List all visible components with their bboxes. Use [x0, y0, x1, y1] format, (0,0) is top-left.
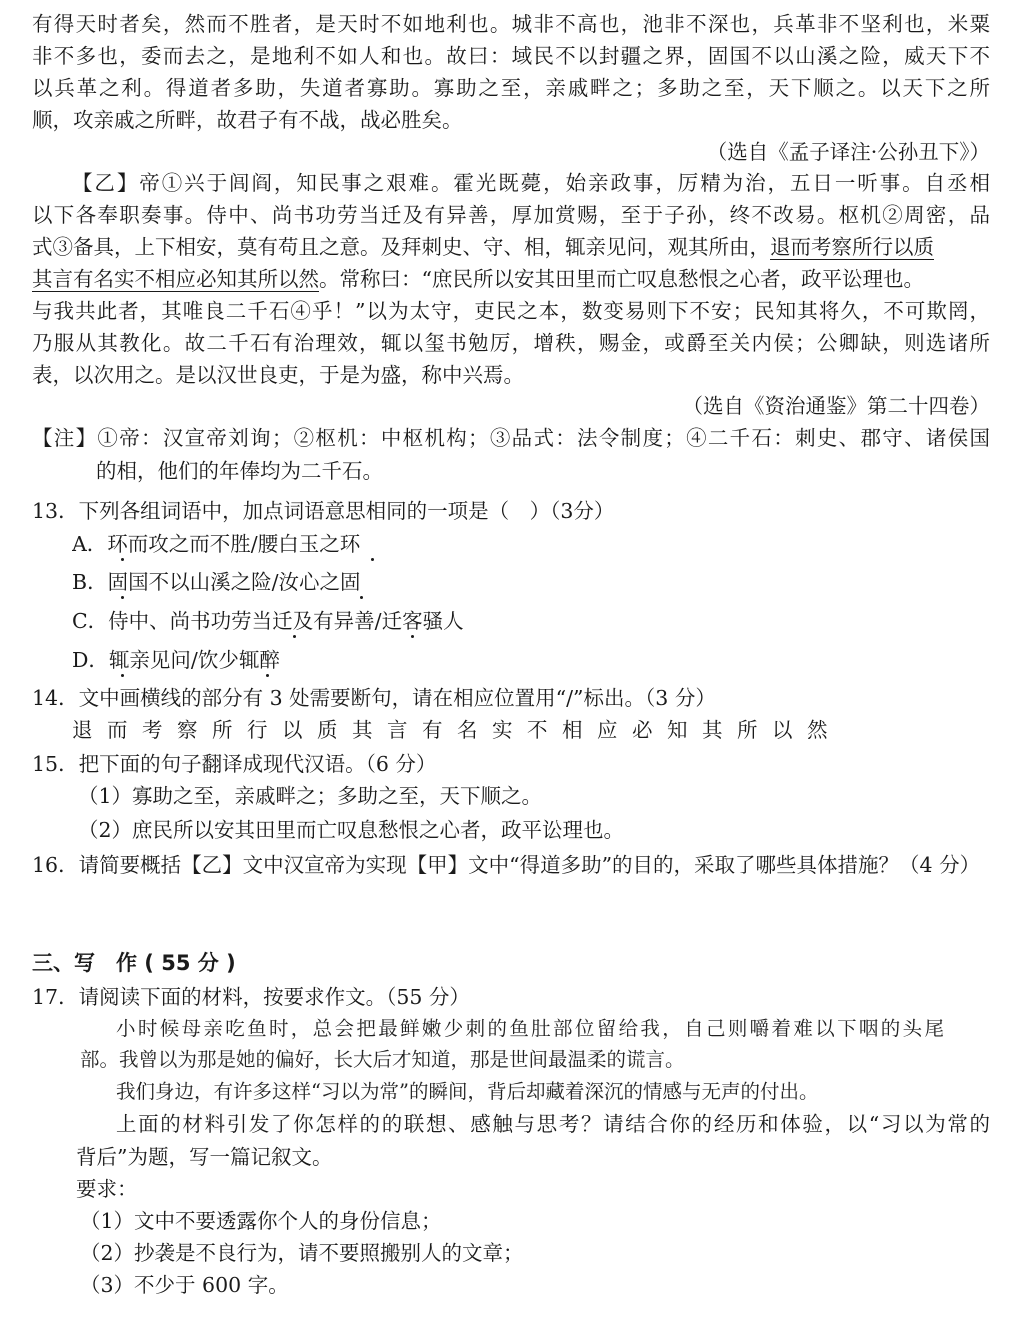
source-a: （选自《孟子译注·公孙丑下》） — [706, 140, 990, 164]
passage-b-line-2: 以下各奉职奏事。侍中、尚书功劳当迁及有异善，厚加赏赐，至于子孙，终不改易。枢机②周密，品 — [32, 203, 990, 227]
notes-line-1: 【注】①帝：汉宣帝刘询；②枢机：中枢机构；③品式：法令制度；④二千石：刺史、郡守、诸侯国 — [32, 426, 990, 450]
question-13-option-d: D．辄亲见问/饮少辄醉 — [72, 648, 280, 672]
passage-b-line-3 — [32, 232, 990, 262]
requirements-label: 要求： — [76, 1177, 138, 1201]
passage-b-line-5: 与我共此者，其唯良二千石④乎！”以为太守，吏民之本，数变易则下不安；民知其将久，不可欺罔， — [32, 299, 990, 323]
requirement-1: （1）文中不要透露你个人的身份信息； — [80, 1209, 442, 1233]
passage-b-line-4-text: 。常称曰：“庶民所以安其田里而亡叹息愁恨之心者，政平讼理也。 — [319, 267, 924, 291]
question-13-option-c: C．侍中、尚书功劳当迁及有异善/迁客骚人 — [72, 609, 464, 633]
question-15-item-1: （1）寡助之至，亲戚畔之；多助之至，天下顺之。 — [78, 784, 543, 808]
question-17-stem: 17．请阅读下面的材料，按要求作文。（55 分） — [32, 985, 470, 1009]
notes-line-2: 的相，他们的年俸均为二千石。 — [96, 459, 383, 483]
source-b: （选自《资治通鉴》第二十四卷） — [682, 394, 990, 418]
emphasis-dot — [411, 635, 414, 638]
material-line-1: 小时候母亲吃鱼时，总会把最鲜嫩少刺的鱼肚部位留给我，自己则嚼着难以下咽的头尾 — [116, 1017, 944, 1040]
emphasis-dot — [360, 596, 363, 599]
requirement-3: （3）不少于 600 字。 — [80, 1273, 289, 1297]
passage-b-line-4 — [32, 264, 990, 294]
question-13-option-b: B．固国不以山溪之险/汝心之固 — [72, 570, 361, 594]
passage-a-line-4: 顺，攻亲戚之所畔，故君子有不战，战必胜矣。 — [32, 108, 463, 132]
emphasis-dot — [121, 558, 124, 561]
question-15-item-2: （2）庶民所以安其田里而亡叹息愁恨之心者，政平讼理也。 — [78, 818, 625, 842]
emphasis-dot — [293, 635, 296, 638]
question-15-stem: 15．把下面的句子翻译成现代汉语。（6 分） — [32, 752, 437, 776]
material-line-2: 部。我曾以为那是她的偏好，长大后才知道，那是世间最温柔的谎言。 — [80, 1048, 685, 1071]
passage-a-line-1: 有得天时者矣，然而不胜者，是天时不如地利也。城非不高也，池非不深也，兵革非不坚利也，米粟 — [32, 12, 990, 36]
passage-a-line-3: 以兵革之利。得道者多助，失道者寡助。寡助之至，亲戚畔之；多助之至，天下顺之。以天下之所 — [32, 76, 990, 100]
question-14-stem: 14．文中画横线的部分有 3 处需要断句，请在相应位置用“/”标出。（3 分） — [32, 686, 716, 710]
requirement-2: （2）抄袭是不良行为，请不要照搬别人的文章； — [80, 1241, 524, 1265]
question-14-text: 退而考察所行以质其言有名实不相应必知其所以然 — [72, 718, 842, 742]
underlined-text-part-1: 退而考察所行以质 — [770, 235, 934, 259]
emphasis-dot — [266, 674, 269, 677]
question-16-stem: 16．请简要概括【乙】文中汉宣帝为实现【甲】文中“得道多助”的目的，采取了哪些具体措施？（4 分） — [32, 853, 981, 877]
prompt-line-2: 背后”为题，写一篇记叙文。 — [76, 1145, 333, 1169]
passage-b-line-3-text: 式③备具，上下相安，莫有苟且之意。及拜刺史、守、相，辄亲见问，观其所由， — [32, 235, 770, 259]
passage-b-line-1: 【乙】帝①兴于闾阎，知民事之艰难。霍光既薨，始亲政事，厉精为治，五日一听事。自丞相 — [72, 171, 990, 195]
passage-b-line-6: 乃服从其教化。故二千石有治理效，辄以玺书勉厉，增秩，赐金，或爵至关内侯；公卿缺，则选诸所 — [32, 331, 990, 355]
underlined-text-part-2: 其言有名实不相应必知其所以然 — [32, 267, 319, 291]
passage-a-line-2: 非不多也，委而去之，是地利不如人和也。故曰：域民不以封疆之界，固国不以山溪之险，威天下不 — [32, 44, 990, 68]
writing-section-heading: 三、写 作 ( 55 分 ) — [32, 951, 236, 975]
question-13-option-a: A．环而攻之而不胜/腰白玉之环 — [72, 532, 361, 556]
passage-b-line-7: 表，以次用之。是以汉世良吏，于是为盛，称中兴焉。 — [32, 363, 524, 387]
emphasis-dot — [121, 596, 124, 599]
emphasis-dot — [121, 674, 124, 677]
emphasis-dot — [371, 558, 374, 561]
question-13-stem: 13．下列各组词语中，加点词语意思相同的一项是（ ）（3分） — [32, 499, 615, 523]
material-line-3: 我们身边，有许多这样“习以为常”的瞬间，背后却藏着深沉的情感与无声的付出。 — [116, 1080, 819, 1103]
prompt-line-1: 上面的材料引发了你怎样的的联想、感触与思考？请结合你的经历和体验，以“习以为常的 — [116, 1112, 990, 1136]
